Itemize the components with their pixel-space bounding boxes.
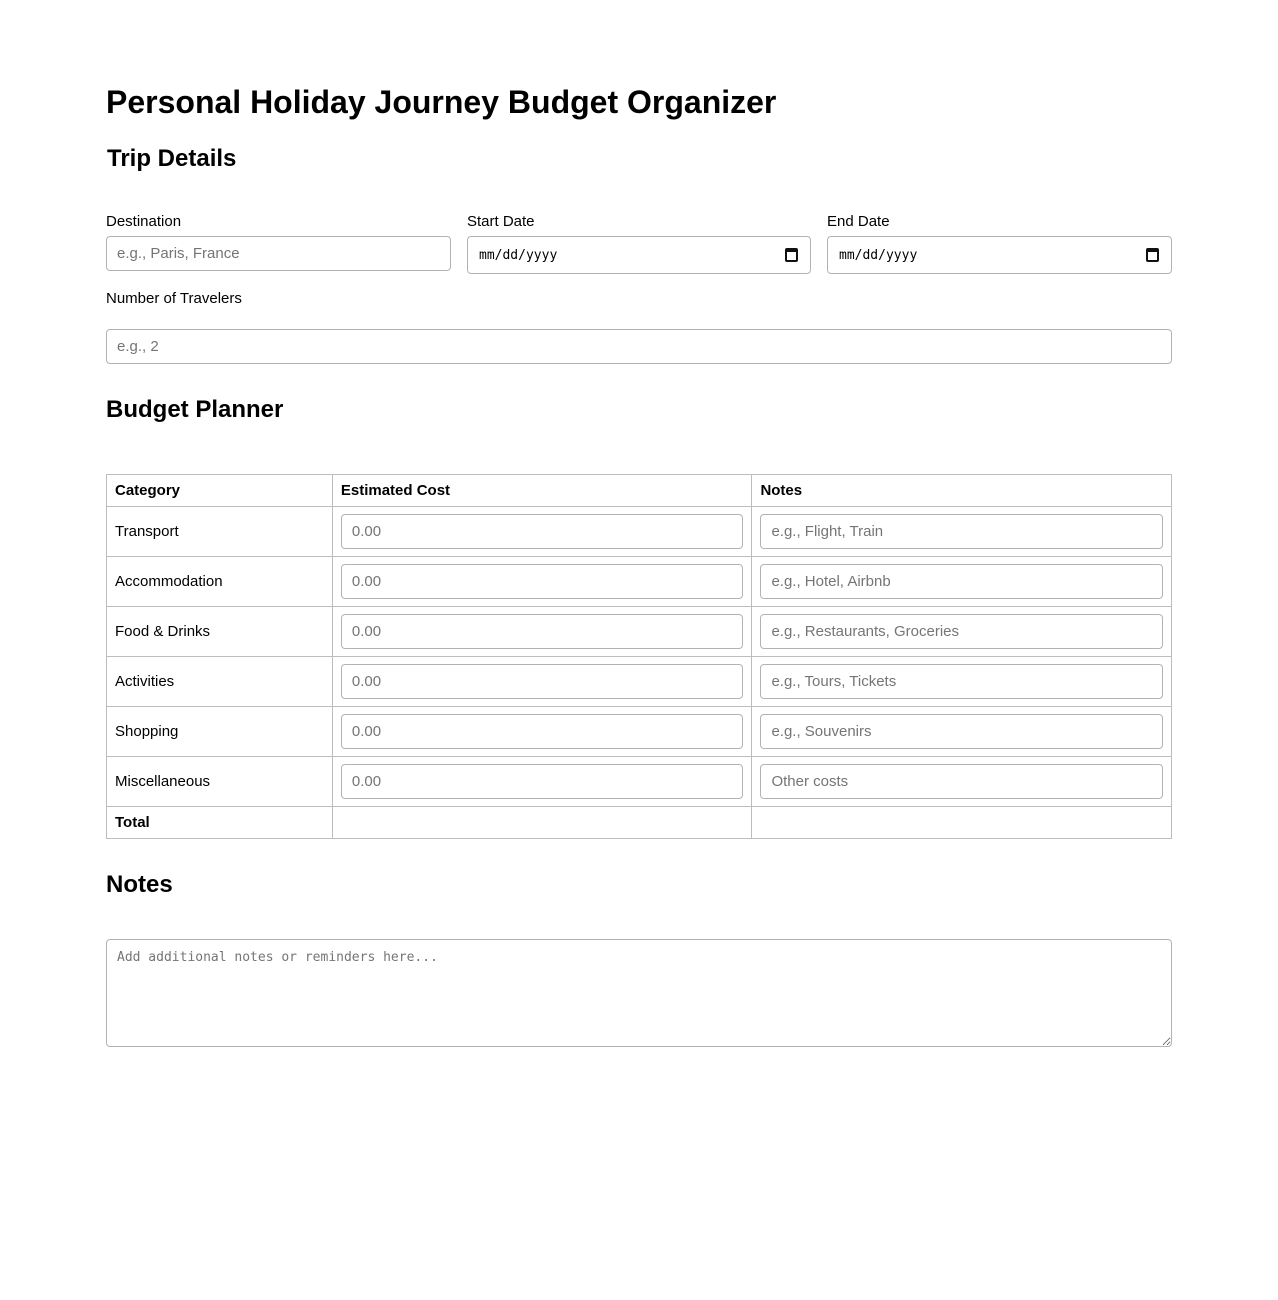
total-cost-value xyxy=(332,807,752,839)
table-row-activities xyxy=(107,657,1172,707)
cost-cell xyxy=(332,707,752,757)
food-drinks-notes-input[interactable] xyxy=(760,614,1163,649)
notes-textarea[interactable] xyxy=(106,939,1172,1047)
cost-cell xyxy=(332,507,752,557)
column-header-estimated-cost: Estimated Cost xyxy=(332,475,752,507)
table-row-accommodation xyxy=(107,557,1172,607)
end-date-field xyxy=(827,213,1172,274)
total-label: Total xyxy=(107,807,333,839)
shopping-notes-input[interactable] xyxy=(760,714,1163,749)
destination-field xyxy=(106,213,451,271)
calendar-icon[interactable] xyxy=(785,248,798,262)
start-date-input[interactable] xyxy=(467,236,811,274)
start-date-placeholder: mm/dd/yyyy xyxy=(479,247,558,263)
notes-cell xyxy=(752,607,1172,657)
table-row-miscellaneous xyxy=(107,757,1172,807)
travelers-input[interactable] xyxy=(106,329,1172,364)
accommodation-cost-input[interactable] xyxy=(341,564,744,599)
calendar-icon[interactable] xyxy=(1146,248,1159,262)
notes-cell xyxy=(752,757,1172,807)
food-drinks-cost-input[interactable] xyxy=(341,614,744,649)
end-date-placeholder: mm/dd/yyyy xyxy=(839,247,918,263)
notes-cell xyxy=(752,507,1172,557)
shopping-cost-input[interactable] xyxy=(341,714,744,749)
end-date-label: End Date xyxy=(827,213,890,230)
category-cell: Accommodation xyxy=(107,557,333,607)
category-cell: Transport xyxy=(107,507,333,557)
table-row-food-drinks xyxy=(107,607,1172,657)
category-cell: Activities xyxy=(107,657,333,707)
notes-cell xyxy=(752,557,1172,607)
transport-cost-input[interactable] xyxy=(341,514,744,549)
category-cell: Miscellaneous xyxy=(107,757,333,807)
activities-notes-input[interactable] xyxy=(760,664,1163,699)
table-row-transport xyxy=(107,507,1172,557)
cost-cell xyxy=(332,657,752,707)
activities-cost-input[interactable] xyxy=(341,664,744,699)
table-row-shopping xyxy=(107,707,1172,757)
page-title: Personal Holiday Journey Budget Organizer xyxy=(106,84,777,120)
destination-label: Destination xyxy=(106,213,182,230)
column-header-notes: Notes xyxy=(752,475,1172,507)
notes-heading: Notes xyxy=(106,871,173,898)
budget-planner-heading: Budget Planner xyxy=(106,396,284,423)
total-notes-value xyxy=(752,807,1172,839)
budget-table xyxy=(106,474,1172,839)
start-date-field xyxy=(467,213,811,274)
travelers-label: Number of Travelers xyxy=(106,290,242,307)
table-row-total xyxy=(107,807,1172,839)
miscellaneous-cost-input[interactable] xyxy=(341,764,744,799)
start-date-label: Start Date xyxy=(467,213,535,230)
table-header-row xyxy=(107,475,1172,507)
transport-notes-input[interactable] xyxy=(760,514,1163,549)
accommodation-notes-input[interactable] xyxy=(760,564,1163,599)
notes-cell xyxy=(752,707,1172,757)
cost-cell xyxy=(332,607,752,657)
trip-details-heading: Trip Details xyxy=(107,145,237,172)
category-cell: Food & Drinks xyxy=(107,607,333,657)
destination-input[interactable] xyxy=(106,236,451,271)
travelers-field xyxy=(106,290,1172,364)
cost-cell xyxy=(332,757,752,807)
category-cell: Shopping xyxy=(107,707,333,757)
cost-cell xyxy=(332,557,752,607)
miscellaneous-notes-input[interactable] xyxy=(760,764,1163,799)
column-header-category: Category xyxy=(107,475,333,507)
notes-cell xyxy=(752,657,1172,707)
end-date-input[interactable] xyxy=(827,236,1172,274)
